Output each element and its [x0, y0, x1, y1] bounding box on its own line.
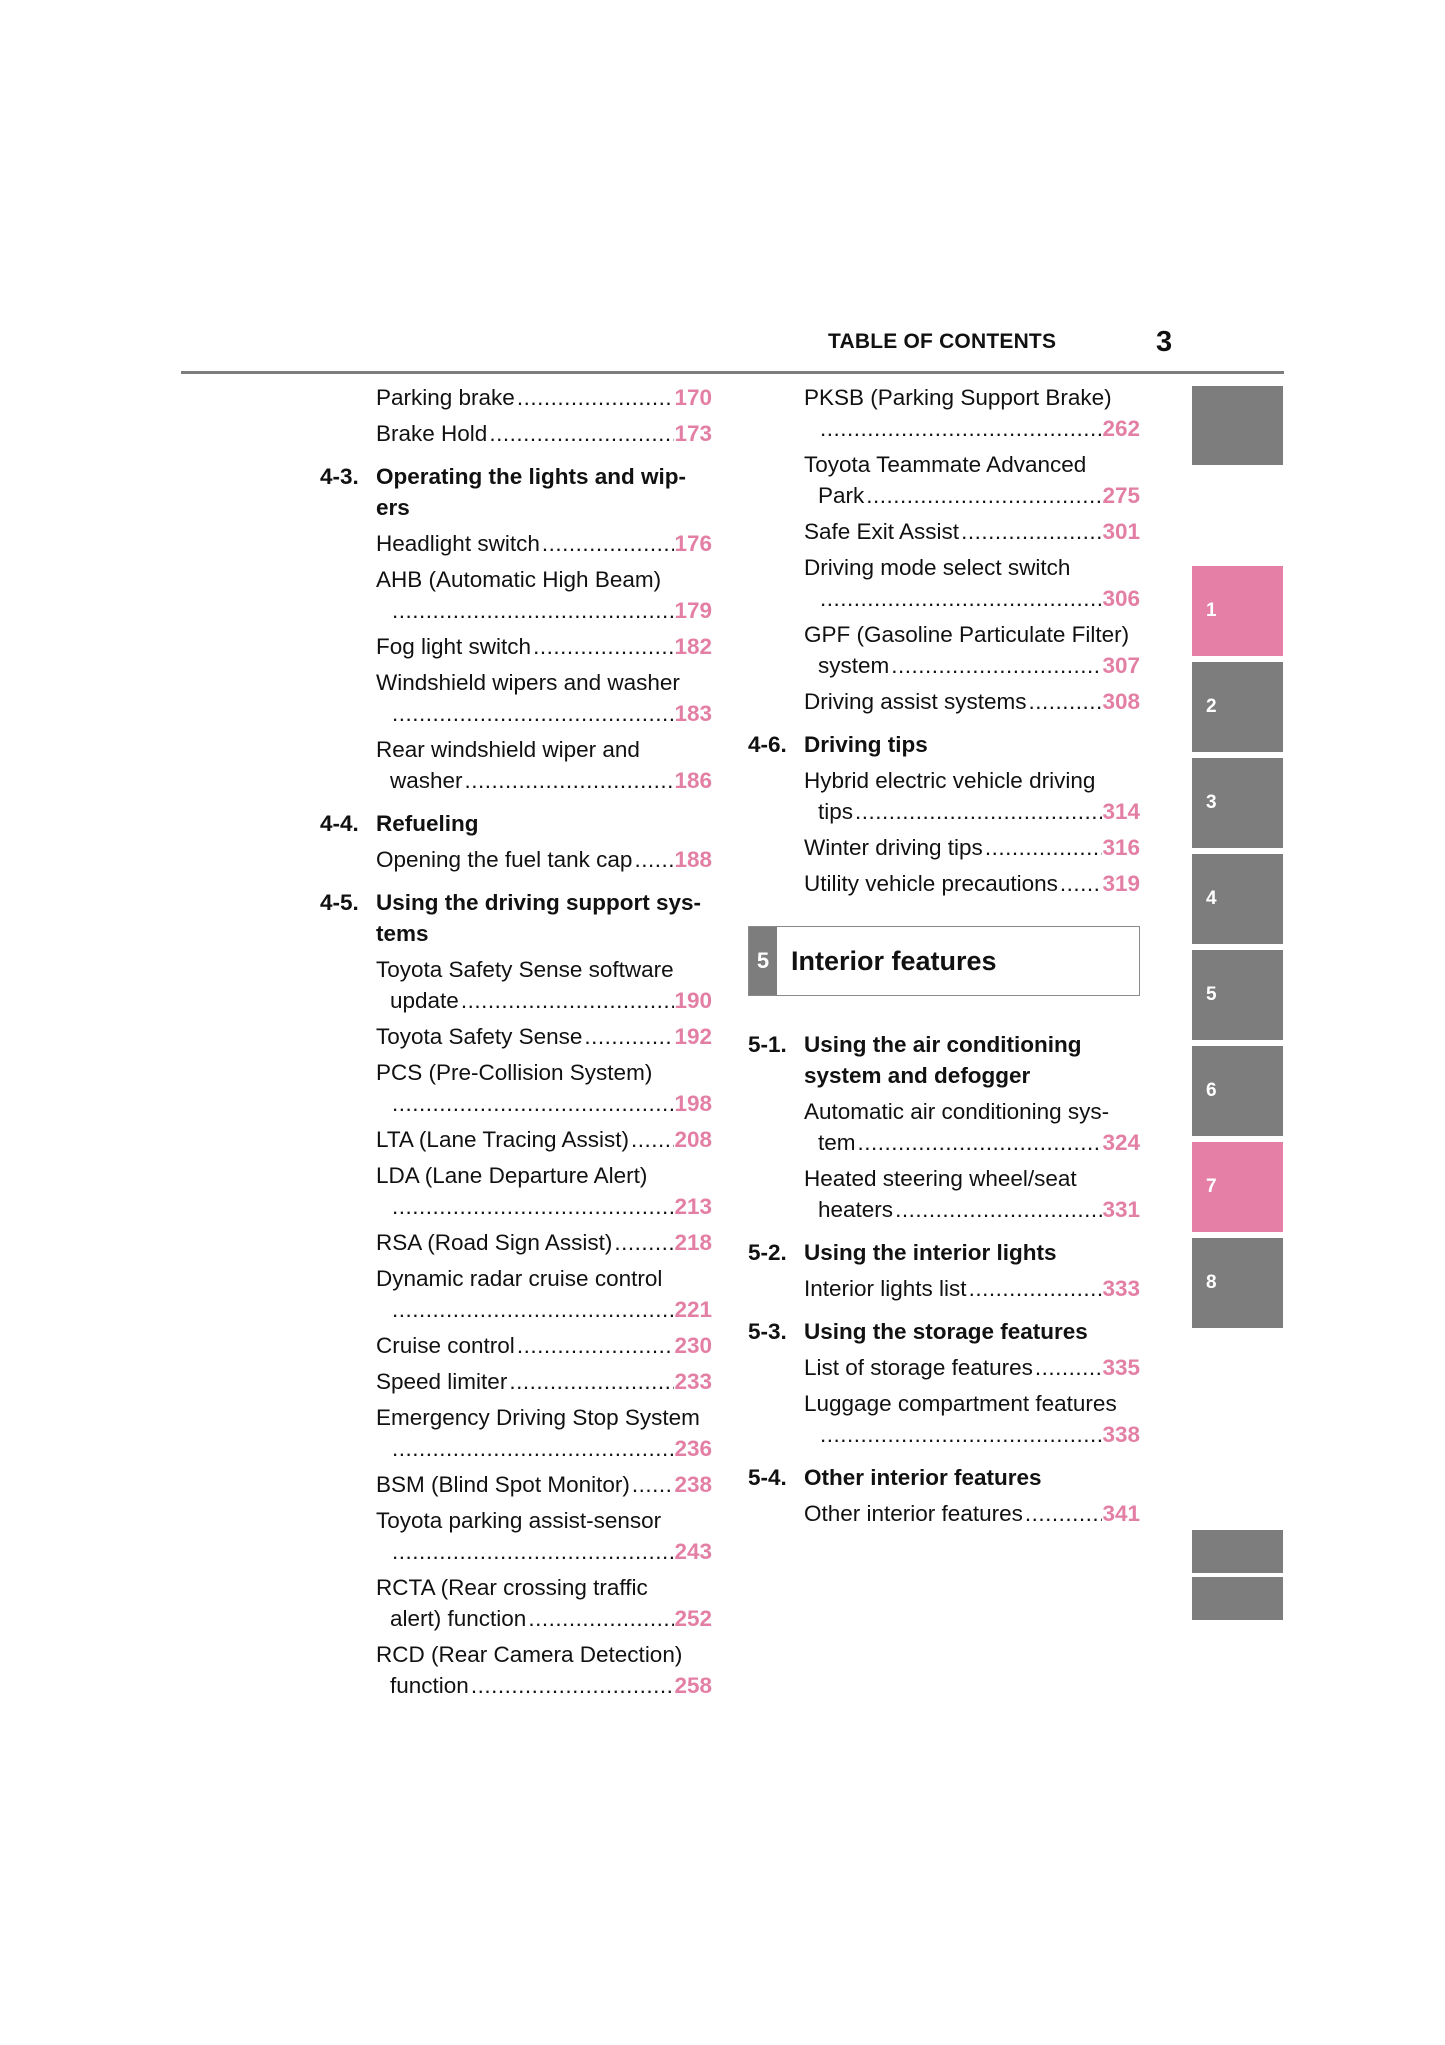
section-number: 4-5.	[320, 890, 359, 915]
toc-entry-text: Speed limiter	[376, 1369, 508, 1394]
toc-entry-title: Toyota parking assist-sensor	[376, 1508, 662, 1533]
toc-page-link[interactable]: 173	[674, 421, 712, 446]
toc-entry-line	[320, 1088, 712, 1119]
toc-entry-line	[320, 1294, 712, 1325]
toc-entry[interactable]	[320, 1505, 712, 1567]
toc-entry-line	[320, 528, 712, 559]
toc-entry[interactable]	[748, 1096, 1140, 1158]
toc-entry-text: Driving assist systems	[804, 689, 1027, 714]
toc-entry-line	[320, 1021, 712, 1052]
toc-entry-text: washer	[390, 768, 463, 793]
toc-entry-text: Interior lights list	[804, 1276, 967, 1301]
toc-entry-line	[320, 985, 712, 1016]
toc-entry[interactable]	[320, 844, 712, 875]
chapter-tab-blank-top[interactable]	[1192, 386, 1283, 465]
section-title: Other interior features	[804, 1465, 1042, 1490]
header-divider	[181, 371, 1284, 374]
toc-entry-line	[748, 1352, 1140, 1383]
toc-page-link[interactable]: 186	[674, 768, 712, 793]
toc-entry[interactable]	[748, 382, 1140, 444]
toc-section-heading[interactable]	[748, 729, 1140, 760]
toc-entry[interactable]	[320, 1572, 712, 1634]
toc-entry[interactable]	[748, 1498, 1140, 1529]
dot-leader	[985, 832, 1103, 863]
toc-entry[interactable]	[748, 765, 1140, 827]
dot-leader	[392, 1536, 674, 1567]
toc-entry-line	[748, 1194, 1140, 1225]
toc-section-heading[interactable]	[320, 808, 712, 839]
toc-entry-line	[320, 595, 712, 626]
chapter-banner	[748, 926, 1140, 996]
chapter-tab-5[interactable]: 5	[1192, 950, 1283, 1040]
toc-entry-line	[320, 1433, 712, 1464]
toc-entry-title: Luggage compartment features	[804, 1391, 1117, 1416]
toc-entry-title: Toyota Teammate Advanced	[804, 452, 1087, 477]
toc-entry-text: List of storage features	[804, 1355, 1033, 1380]
toc-entry-text: alert) function	[390, 1606, 527, 1631]
dot-leader	[961, 516, 1102, 547]
section-title: Using the interior lights	[804, 1240, 1057, 1265]
toc-page-link[interactable]: 331	[1102, 1197, 1140, 1222]
toc-entry-line	[320, 1330, 712, 1361]
section-number: 5-4.	[748, 1465, 787, 1490]
toc-entry-line	[320, 1366, 712, 1397]
toc-entry-line	[748, 1273, 1140, 1304]
toc-entry-title: RCTA (Rear crossing traffic	[376, 1575, 648, 1600]
toc-entry[interactable]	[320, 1330, 712, 1361]
toc-page-link[interactable]: 338	[1102, 1422, 1140, 1447]
toc-page-link[interactable]: 335	[1102, 1355, 1140, 1380]
toc-left-column	[320, 382, 712, 1706]
toc-entry-title: Windshield wipers and washer	[376, 670, 680, 695]
dot-leader	[392, 1294, 674, 1325]
toc-page-link[interactable]: 319	[1102, 871, 1140, 896]
toc-entry-line	[320, 1124, 712, 1155]
dot-leader	[489, 418, 674, 449]
toc-entry-text: Winter driving tips	[804, 835, 983, 860]
toc-entry-line	[320, 765, 712, 796]
toc-page-link[interactable]: 183	[674, 701, 712, 726]
dot-leader	[1029, 686, 1103, 717]
toc-entry[interactable]	[320, 528, 712, 559]
toc-entry-text: Utility vehicle precautions	[804, 871, 1058, 896]
toc-entry-title: Rear windshield wiper and	[376, 737, 640, 762]
toc-entry-line	[748, 1127, 1140, 1158]
toc-right-column	[748, 382, 1140, 1534]
toc-page-link[interactable]: 221	[674, 1297, 712, 1322]
toc-entry-line	[748, 583, 1140, 614]
dot-leader	[461, 985, 675, 1016]
toc-entry[interactable]	[748, 516, 1140, 547]
toc-section-heading[interactable]	[320, 461, 712, 523]
toc-entry-line	[748, 796, 1140, 827]
toc-page-link[interactable]: 182	[674, 634, 712, 659]
toc-entry[interactable]	[320, 1366, 712, 1397]
toc-section-heading[interactable]	[748, 1237, 1140, 1268]
toc-page-link[interactable]: 170	[674, 385, 712, 410]
dot-leader	[1025, 1498, 1103, 1529]
toc-page-link[interactable]: 192	[674, 1024, 712, 1049]
chapter-tab-4[interactable]: 4	[1192, 854, 1283, 944]
toc-entry-text: Parking brake	[376, 385, 515, 410]
section-title: Refueling	[376, 811, 479, 836]
toc-entry-title: Dynamic radar cruise control	[376, 1266, 663, 1291]
toc-entry[interactable]	[748, 1163, 1140, 1225]
toc-entry[interactable]	[320, 382, 712, 413]
toc-entry[interactable]	[748, 686, 1140, 717]
toc-page-link[interactable]: 262	[1102, 416, 1140, 441]
toc-entry-text: Other interior features	[804, 1501, 1023, 1526]
toc-entry[interactable]	[748, 868, 1140, 899]
dot-leader	[614, 1227, 674, 1258]
toc-entry[interactable]	[320, 1124, 712, 1155]
toc-entry-title: RCD (Rear Camera Detection)	[376, 1642, 683, 1667]
toc-entry[interactable]	[320, 1402, 712, 1464]
toc-entry-title: PKSB (Parking Support Brake)	[804, 385, 1112, 410]
dot-leader	[820, 1419, 1102, 1450]
chapter-banner-title: Interior features	[791, 945, 997, 976]
toc-page-link[interactable]: 179	[674, 598, 712, 623]
dot-leader	[895, 1194, 1102, 1225]
toc-page-link[interactable]: 188	[674, 847, 712, 872]
toc-entry-title: PCS (Pre-Collision System)	[376, 1060, 653, 1085]
dot-leader	[631, 1124, 674, 1155]
chapter-tab-6[interactable]: 6	[1192, 1046, 1283, 1136]
dot-leader	[517, 1330, 675, 1361]
toc-entry-title: Emergency Driving Stop System	[376, 1405, 700, 1430]
toc-entry-text: RSA (Road Sign Assist)	[376, 1230, 613, 1255]
toc-entry-line	[320, 631, 712, 662]
toc-entry-title: Driving mode select switch	[804, 555, 1071, 580]
toc-entry-title: Hybrid electric vehicle driving	[804, 768, 1096, 793]
toc-entry-line	[320, 418, 712, 449]
section-number: 4-4.	[320, 811, 359, 836]
toc-entry-text: Safe Exit Assist	[804, 519, 960, 544]
dot-leader	[533, 631, 674, 662]
dot-leader	[392, 1088, 674, 1119]
dot-leader	[820, 413, 1102, 444]
chapter-tab-1[interactable]: 1	[1192, 566, 1283, 656]
toc-entry-line	[748, 516, 1140, 547]
toc-page-link[interactable]: 233	[674, 1369, 712, 1394]
toc-page-link[interactable]: 341	[1102, 1501, 1140, 1526]
toc-page-link[interactable]: 307	[1102, 653, 1140, 678]
toc-entry-line	[320, 1469, 712, 1500]
dot-leader	[891, 650, 1102, 681]
toc-page-link[interactable]: 213	[674, 1194, 712, 1219]
toc-entry-title: Toyota Safety Sense software	[376, 957, 674, 982]
dot-leader	[858, 1127, 1103, 1158]
toc-page-link[interactable]: 243	[674, 1539, 712, 1564]
section-title: Driving tips	[804, 732, 928, 757]
toc-entry[interactable]	[320, 1160, 712, 1222]
toc-entry-title: Automatic air conditioning sys-	[804, 1099, 1110, 1124]
dot-leader	[1060, 868, 1103, 899]
toc-entry-text: BSM (Blind Spot Monitor)	[376, 1472, 630, 1497]
toc-entry-text: update	[390, 988, 459, 1013]
toc-entry-line	[320, 844, 712, 875]
section-number: 5-1.	[748, 1032, 787, 1057]
toc-page-link[interactable]: 252	[674, 1606, 712, 1631]
toc-page-link[interactable]: 314	[1102, 799, 1140, 824]
toc-page-link[interactable]: 258	[674, 1673, 712, 1698]
dot-leader	[1035, 1352, 1103, 1383]
dot-leader	[465, 765, 675, 796]
dot-leader	[820, 583, 1102, 614]
toc-entry[interactable]	[748, 1273, 1140, 1304]
chapter-tab-blank-index-2[interactable]	[1192, 1577, 1283, 1620]
toc-entry-line	[748, 650, 1140, 681]
section-number: 5-2.	[748, 1240, 787, 1265]
section-number: 4-3.	[320, 464, 359, 489]
toc-section-heading[interactable]	[320, 887, 712, 949]
toc-entry-line	[748, 480, 1140, 511]
toc-page-link[interactable]: 190	[674, 988, 712, 1013]
toc-entry-line	[748, 832, 1140, 863]
dot-leader	[471, 1670, 675, 1701]
toc-page-link[interactable]: 236	[674, 1436, 712, 1461]
section-number: 5-3.	[748, 1319, 787, 1344]
toc-entry-text: system	[818, 653, 890, 678]
toc-entry-line	[320, 698, 712, 729]
toc-entry-text: Brake Hold	[376, 421, 488, 446]
dot-leader	[517, 382, 675, 413]
toc-section-heading[interactable]	[748, 1029, 1140, 1091]
toc-entry[interactable]	[748, 552, 1140, 614]
toc-entry-text: Cruise control	[376, 1333, 515, 1358]
toc-page-link[interactable]: 306	[1102, 586, 1140, 611]
toc-entry-line	[320, 1670, 712, 1701]
toc-entry-text: Toyota Safety Sense	[376, 1024, 583, 1049]
toc-entry-text: heaters	[818, 1197, 894, 1222]
toc-entry[interactable]	[320, 631, 712, 662]
toc-entry[interactable]	[320, 1057, 712, 1119]
chapter-tabs	[1192, 0, 1283, 2045]
toc-entry-line	[748, 1498, 1140, 1529]
toc-page-link[interactable]: 208	[674, 1127, 712, 1152]
dot-leader	[392, 1433, 674, 1464]
toc-entry-text: Park	[818, 483, 865, 508]
toc-entry-text: Fog light switch	[376, 634, 532, 659]
toc-entry-text: LTA (Lane Tracing Assist)	[376, 1127, 630, 1152]
toc-page-link[interactable]: 275	[1102, 483, 1140, 508]
toc-entry[interactable]	[320, 734, 712, 796]
page-number: 3	[1156, 326, 1173, 358]
dot-leader	[584, 1021, 674, 1052]
toc-entry-text: Opening the fuel tank cap	[376, 847, 633, 872]
toc-section-heading[interactable]	[748, 1462, 1140, 1493]
toc-entry[interactable]	[320, 1639, 712, 1701]
toc-entry-text: Headlight switch	[376, 531, 540, 556]
toc-entry-line	[320, 1603, 712, 1634]
dot-leader	[392, 698, 674, 729]
chapter-tab-7[interactable]: 7	[1192, 1142, 1283, 1232]
toc-page-link[interactable]: 324	[1102, 1130, 1140, 1155]
toc-entry[interactable]	[320, 1263, 712, 1325]
toc-entry-line	[748, 413, 1140, 444]
toc-entry[interactable]	[748, 1388, 1140, 1450]
toc-page-link[interactable]: 198	[674, 1091, 712, 1116]
section-title: Operating the lights and wip-ers	[376, 464, 687, 520]
toc-entry[interactable]	[320, 667, 712, 729]
toc-page-link[interactable]: 238	[674, 1472, 712, 1497]
toc-entry-text: tem	[818, 1130, 856, 1155]
toc-entry[interactable]	[748, 619, 1140, 681]
toc-entry[interactable]	[320, 954, 712, 1016]
chapter-tab-8[interactable]: 8	[1192, 1238, 1283, 1328]
dot-leader	[392, 1191, 674, 1222]
chapter-tab-2[interactable]: 2	[1192, 662, 1283, 752]
chapter-tab-3[interactable]: 3	[1192, 758, 1283, 848]
toc-entry[interactable]	[320, 564, 712, 626]
toc-page-link[interactable]: 176	[674, 531, 712, 556]
toc-entry[interactable]	[320, 418, 712, 449]
dot-leader	[542, 528, 675, 559]
section-title: Using the storage features	[804, 1319, 1088, 1344]
toc-entry[interactable]	[748, 832, 1140, 863]
dot-leader	[634, 844, 674, 875]
toc-entry-text: function	[390, 1673, 469, 1698]
toc-section-heading[interactable]	[748, 1316, 1140, 1347]
dot-leader	[392, 595, 674, 626]
toc-entry[interactable]	[320, 1469, 712, 1500]
toc-page-link[interactable]: 218	[674, 1230, 712, 1255]
dot-leader	[528, 1603, 674, 1634]
toc-entry[interactable]	[748, 449, 1140, 511]
section-title: Using the air conditioning system and defogger	[804, 1032, 1082, 1088]
toc-entry[interactable]	[320, 1021, 712, 1052]
toc-page-link[interactable]: 230	[674, 1333, 712, 1358]
toc-entry-line	[320, 382, 712, 413]
dot-leader	[855, 796, 1102, 827]
dot-leader	[509, 1366, 674, 1397]
dot-leader	[969, 1273, 1103, 1304]
dot-leader	[632, 1469, 675, 1500]
section-number: 4-6.	[748, 732, 787, 757]
dot-leader	[866, 480, 1102, 511]
chapter-banner-number: 5	[749, 927, 777, 995]
toc-entry[interactable]	[320, 1227, 712, 1258]
toc-page-link[interactable]: 316	[1102, 835, 1140, 860]
toc-entry[interactable]	[748, 1352, 1140, 1383]
page-header-title: TABLE OF CONTENTS	[828, 330, 1057, 353]
toc-page-link[interactable]: 301	[1102, 519, 1140, 544]
toc-entry-line	[748, 686, 1140, 717]
toc-entry-line	[748, 868, 1140, 899]
toc-entry-text: tips	[818, 799, 854, 824]
toc-page-link[interactable]: 308	[1102, 689, 1140, 714]
toc-entry-title: GPF (Gasoline Particulate Filter)	[804, 622, 1130, 647]
toc-entry-line	[748, 1419, 1140, 1450]
toc-entry-line	[320, 1536, 712, 1567]
toc-entry-line	[320, 1227, 712, 1258]
section-title: Using the driving support sys-tems	[376, 890, 702, 946]
toc-entry-title: AHB (Automatic High Beam)	[376, 567, 662, 592]
chapter-tab-blank-index-1[interactable]	[1192, 1530, 1283, 1573]
toc-entry-title: LDA (Lane Departure Alert)	[376, 1163, 648, 1188]
toc-page-link[interactable]: 333	[1102, 1276, 1140, 1301]
toc-entry-title: Heated steering wheel/seat	[804, 1166, 1077, 1191]
toc-entry-line	[320, 1191, 712, 1222]
